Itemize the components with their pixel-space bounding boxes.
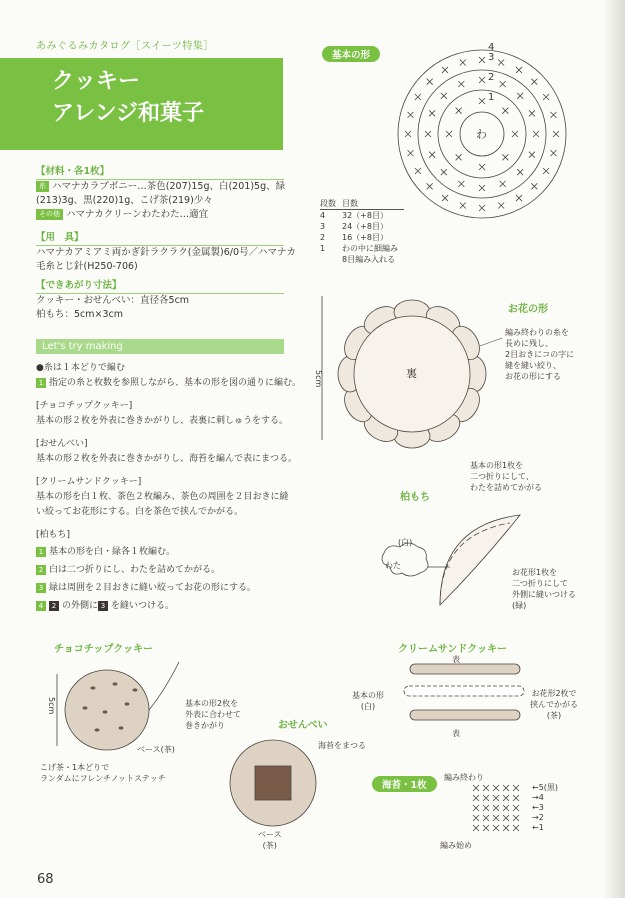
step-ref-2: 2	[49, 601, 59, 611]
note-line: 編み終わりの糸を	[505, 328, 569, 337]
note-line: こげ茶・1本どりで	[40, 763, 110, 772]
tools-line-1: ハマナカアミアミ両かぎ針ラクラク(金属製)6/0号／ハマナカ	[36, 247, 296, 258]
step-number: 1	[36, 378, 46, 388]
tools-line-2: 毛糸とじ針(H250-706)	[36, 261, 138, 272]
table-cell: 8目編み入れる	[342, 255, 396, 264]
cream-line-1: 基本の形を白１枚、茶色２枚編み、茶色の周囲を２目おきに縫	[36, 492, 289, 502]
choco-heading: [チョコチップクッキー]	[36, 401, 133, 411]
tools-heading: 【用 具】	[36, 231, 284, 246]
choco-note	[40, 762, 166, 784]
senbei-text: 基本の形２枚を外表に巻きかがりし、海苔を編んで表にまつる。	[36, 454, 298, 464]
yarn-line-1: ハマナカラブボニー…茶色(207)15g、白(201)5g、緑	[52, 181, 286, 192]
step-number: 3	[36, 583, 46, 593]
table-cell	[320, 254, 342, 265]
choco-dimension: 5cm	[47, 697, 56, 715]
note-line: (茶)	[546, 711, 562, 720]
note-line: (茶)	[262, 841, 277, 850]
other-tag: その他	[36, 209, 63, 220]
step-number: 2	[36, 565, 46, 575]
note-line: ランダムにフレンチノットステッチ	[40, 774, 166, 783]
round-label: 3	[488, 52, 495, 63]
cream-line-2: い絞ってお花形にする。白を茶色で挟んでかがる。	[36, 507, 244, 517]
cream-top-label: 表	[452, 655, 460, 664]
table-cell: 24（+8目）	[342, 222, 388, 231]
nori-start-label: 編み始め	[440, 841, 472, 850]
table-cell: 1	[320, 244, 326, 253]
round-label: 2	[488, 72, 495, 83]
choco-whip-note	[185, 698, 241, 731]
note-line: わたを詰めてかがる	[470, 483, 542, 492]
table-header: 目数	[342, 198, 404, 210]
table-cell: 3	[320, 222, 326, 231]
step-ref-3: 3	[98, 601, 108, 611]
flower-note	[505, 327, 574, 382]
size-heading: 【できあがり寸法】	[36, 279, 284, 294]
note-line: 長めに残し、	[505, 339, 553, 348]
choco-label: チョコチップクッキー	[54, 644, 154, 655]
table-cell: 32（+8目）	[342, 211, 388, 220]
center-ring-label: わ	[476, 128, 487, 141]
note-line: お花の形にする	[505, 372, 561, 381]
note-line: 基本の形1枚を	[470, 461, 524, 470]
step-number: 1	[36, 547, 46, 557]
table-cell: 4	[320, 211, 326, 220]
note-line: 基本の形2枚を	[185, 699, 239, 708]
row-label: ←3	[532, 803, 544, 812]
kashiwa-step-4a: の外側に	[62, 601, 99, 611]
size-line-2: 柏もち：5cm×3cm	[36, 309, 124, 320]
senbei-label: おせんべい	[278, 720, 328, 731]
note-line: 挟んでかがる	[530, 700, 578, 709]
basic-shape-label: 基本の形	[322, 46, 380, 62]
page-spine-shadow	[603, 0, 625, 898]
round-label: 1	[488, 92, 495, 103]
cream-label: クリームサンドクッキー	[398, 644, 508, 655]
nori-chart	[470, 783, 530, 843]
row-label: ←1	[532, 823, 544, 832]
senbei-base-label	[258, 829, 282, 851]
title-line-1: クッキー	[52, 69, 141, 94]
yarn-line-2: (213)3g、黒(220)1g、こげ茶(219)少々	[36, 195, 213, 206]
cream-heading: [クリームサンドクッキー]	[36, 477, 142, 487]
note-line: ベース	[258, 830, 282, 839]
note-line: お花形2枚で	[531, 689, 577, 698]
note-line: 巻きかがり	[185, 721, 225, 730]
note-line: 基本の形	[352, 691, 384, 700]
materials-heading: 【材料・各1枚】	[36, 165, 284, 180]
kashiwa-note-top	[470, 460, 542, 493]
row-label: →4	[532, 793, 544, 802]
kashiwa-step-4b: を縫いつける。	[111, 601, 175, 611]
nori-label: 海苔・1枚	[372, 776, 437, 792]
note-line: 二つ折りにして	[512, 579, 568, 588]
kashiwa-step-2: 白は二つ折りにし、わたを詰めてかがる。	[49, 565, 221, 575]
common-heading: ●糸は１本どりで編む	[36, 363, 125, 373]
instructions	[36, 361, 301, 615]
table-cell: 2	[320, 233, 326, 242]
kashiwa-step-3: 緑は周囲を２目おきに縫い絞ってお花の形にする。	[49, 583, 257, 593]
cream-bottom-label: 表	[452, 729, 460, 738]
row-label: ←5(黒)	[532, 783, 559, 792]
choco-text: 基本の形２枚を外表に巻きかがりし、表裏に刺しゅうをする。	[36, 416, 289, 426]
table-header: 段数	[320, 198, 342, 210]
basic-shape-diagram	[390, 42, 590, 232]
nori-end-label: 編み終わり	[444, 773, 484, 782]
round-label: 4	[488, 42, 495, 53]
senbei-diagram	[225, 735, 325, 835]
kashiwa-note-bottom	[512, 567, 576, 611]
cream-right-note	[530, 688, 578, 721]
note-line: (白)	[360, 702, 376, 711]
nori-row-labels	[532, 783, 558, 833]
size-line-1: クッキー・おせんべい：直径各5cm	[36, 295, 190, 306]
tools-section	[36, 231, 296, 274]
table-cell: 16（+8目）	[342, 233, 388, 242]
row-label: →2	[532, 813, 544, 822]
series-title: あみぐるみカタログ［スイーツ特集］	[36, 41, 214, 52]
cream-diagram	[400, 660, 530, 730]
size-section	[36, 279, 284, 322]
flower-label: お花の形	[508, 304, 548, 315]
kashiwa-heading: [柏もち]	[36, 530, 71, 540]
cream-left-note	[352, 690, 384, 712]
note-line: 二つ折りにして、	[470, 472, 534, 481]
title-line-2: アレンジ和菓子	[52, 101, 205, 126]
flower-center-label: 裏	[406, 367, 417, 380]
note-line: (緑)	[512, 601, 527, 610]
page-number: 68	[37, 872, 54, 887]
common-step-1: 指定の糸と枚数を参照しながら、基本の形を図の通りに編む。	[49, 378, 302, 388]
note-line: 2目おきにコの字に	[505, 350, 575, 359]
note-line: 外表に合わせて	[185, 710, 241, 719]
kashiwa-white-label: (白)	[398, 538, 413, 547]
step-number: 4	[36, 601, 46, 611]
flower-dimension: 5cm	[314, 370, 323, 388]
table-cell: わの中に細編み	[342, 244, 398, 253]
lets-try-banner: Let's try making	[36, 339, 284, 354]
senbei-heading: [おせんべい]	[36, 439, 88, 449]
note-line: 縫を縫い絞り、	[505, 361, 561, 370]
choco-base-label: ベース(茶)	[137, 745, 175, 754]
yarn-tag: 糸	[36, 181, 49, 192]
senbei-nori-label: 海苔をまつる	[318, 741, 366, 750]
kashiwa-wata-label: わた	[385, 561, 401, 570]
kashiwa-label: 柏もち	[400, 492, 430, 503]
note-line: 外側に縫いつける	[512, 590, 576, 599]
page-title	[52, 66, 204, 130]
kashiwa-step-1: 基本の形を白・緑各１枚編む。	[49, 547, 176, 557]
note-line: お花形1枚を	[512, 568, 558, 577]
other-line: ハマナカクリーンわたわた…適宜	[66, 209, 209, 220]
stitch-count-table	[320, 198, 404, 265]
materials-section	[36, 165, 285, 222]
